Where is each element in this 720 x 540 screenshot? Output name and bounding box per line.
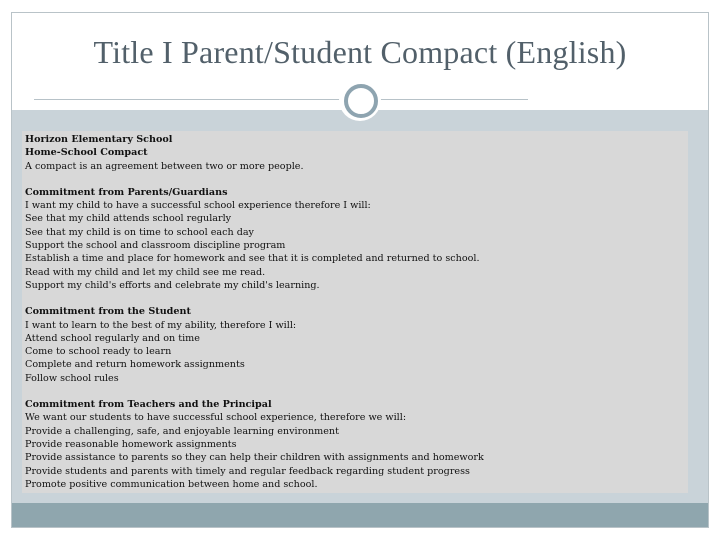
teachers-line: Provide a challenging, safe, and enjoyable learning environment [25,425,339,437]
parents-line: Establish a time and place for homework and see that it is completed and returned to school. [25,253,480,265]
student-line: I want to learn to the best of my ability, therefore I will: [25,319,297,331]
parents-line: Support the school and classroom discipline program [25,240,286,252]
spacer [25,385,688,398]
spacer [25,292,688,305]
student-line: Attend school regularly and on time [25,332,200,344]
student-line: Come to school ready to learn [25,346,172,358]
teachers-line: Provide reasonable homework assignments [25,438,237,450]
footer-bar [12,503,708,527]
compact-heading: Home-School Compact [25,147,148,159]
student-line: Follow school rules [25,372,119,384]
spacer [25,173,688,186]
compact-text-box [22,131,688,493]
student-line: Complete and return homework assignments [25,359,245,371]
parents-line: Support my child's efforts and celebrate my child's learning. [25,279,320,291]
student-heading: Commitment from the Student [25,306,191,318]
compact-definition: A compact is an agreement between two or more people. [25,160,304,172]
title-divider-line [34,99,528,100]
teachers-line: We want our students to have successful school experience, therefore we will: [25,412,407,424]
teachers-line: Provide assistance to parents so they can help their children with assignments and homework [25,452,484,464]
parents-line: See that my child attends school regularly [25,213,232,225]
parents-heading: Commitment from Parents/Guardians [25,186,228,198]
teachers-line: Promote positive communication between home and school. [25,478,318,490]
parents-line: I want my child to have a successful school experience therefore I will: [25,200,371,212]
teachers-heading: Commitment from Teachers and the Principal [25,399,272,411]
parents-line: See that my child is on time to school each day [25,226,254,238]
slide-title: Title I Parent/Student Compact (English) [93,34,627,70]
school-name: Horizon Elementary School [25,134,173,145]
teachers-line: Provide students and parents with timely and regular feedback regarding student progress [25,465,470,477]
circle-ring-icon [344,84,378,118]
circle-ornament-icon [339,79,381,121]
parents-line: Read with my child and let my child see me read. [25,266,266,278]
